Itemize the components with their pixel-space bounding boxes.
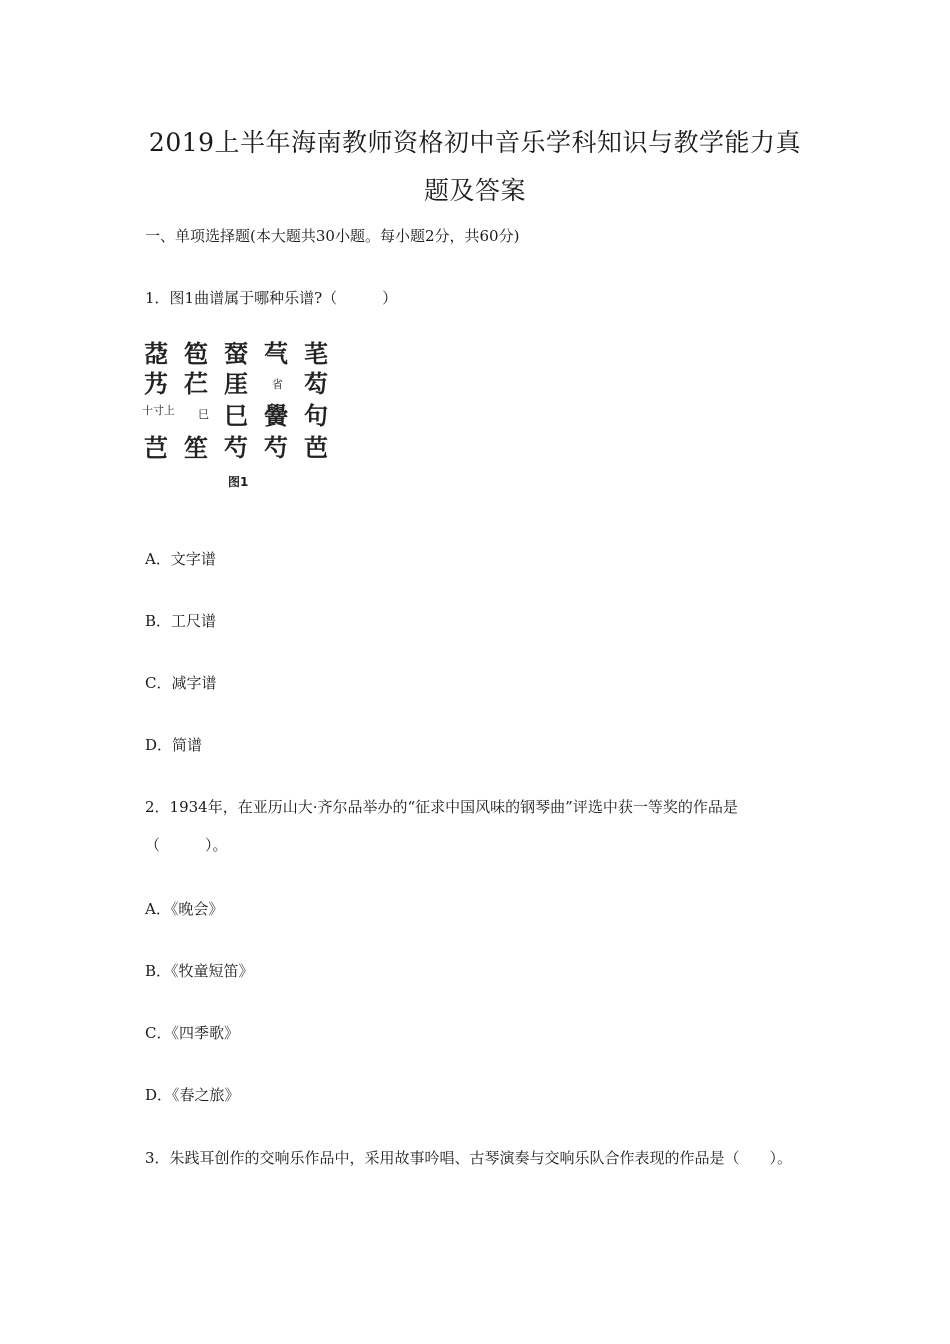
question-1-option-a: A．文字谱 bbox=[145, 550, 216, 568]
jianzi-notation-glyphs bbox=[140, 333, 340, 468]
notation-glyph: 芑 bbox=[144, 433, 168, 462]
question-1-stem: 1．图1曲谱属于哪种乐谱?（ ） bbox=[145, 289, 398, 307]
question-3-stem: 3．朱践耳创作的交响乐作品中，采用故事吟唱、古琴演奏与交响乐队合作表现的作品是（ ）。 bbox=[145, 1149, 793, 1167]
question-2-option-d: D．《春之旅》 bbox=[145, 1086, 240, 1104]
question-1-option-b: B．工尺谱 bbox=[145, 612, 217, 630]
notation-glyph: 芶 bbox=[304, 369, 328, 398]
question-2-stem: 2．1934年，在亚历山大·齐尔品举办的“征求中国风味的钢琴曲”评选中获一等奖的作品是（ ）。 bbox=[145, 798, 738, 854]
notation-glyph: 巳 bbox=[224, 401, 248, 430]
notation-glyph: 黌 bbox=[264, 401, 288, 430]
notation-glyph: 笣 bbox=[184, 339, 208, 368]
notation-glyph: 句 bbox=[304, 401, 328, 430]
question-1-option-c: C．减字谱 bbox=[145, 674, 217, 692]
notation-glyph: 芭 bbox=[304, 433, 328, 462]
notation-glyph: 笙 bbox=[184, 433, 208, 462]
document-title-line-1: 2019上半年海南教师资格初中音乐学科知识与教学能力真 bbox=[148, 128, 802, 157]
notation-glyph: 厓 bbox=[224, 369, 248, 398]
notation-glyph: 莻 bbox=[144, 339, 168, 368]
figure-1-score bbox=[140, 333, 340, 493]
notation-glyph: 十寸上 bbox=[142, 404, 175, 417]
notation-glyph: 芍 bbox=[224, 433, 248, 462]
section-heading: 一、单项选择题(本大题共30小题。每小题2分，共60分) bbox=[145, 227, 520, 245]
notation-glyph: 省 bbox=[272, 378, 283, 391]
notation-glyph: 芢 bbox=[184, 369, 208, 398]
notation-glyph: 艿 bbox=[144, 369, 168, 398]
question-1-option-d: D．简谱 bbox=[145, 736, 203, 754]
question-2-option-c: C．《四季歌》 bbox=[145, 1024, 239, 1042]
notation-glyph: 芍 bbox=[264, 433, 288, 462]
notation-glyph: 巳 bbox=[198, 408, 209, 421]
question-2-option-b: B．《牧童短笛》 bbox=[145, 962, 254, 980]
notation-glyph: 芞 bbox=[264, 339, 288, 368]
question-2-option-a: A．《晚会》 bbox=[145, 900, 224, 918]
notation-glyph: 蝅 bbox=[224, 339, 248, 368]
document-title-line-2: 题及答案 bbox=[423, 176, 526, 205]
notation-glyph: 芼 bbox=[304, 339, 328, 368]
figure-caption: 图1 bbox=[228, 475, 249, 489]
